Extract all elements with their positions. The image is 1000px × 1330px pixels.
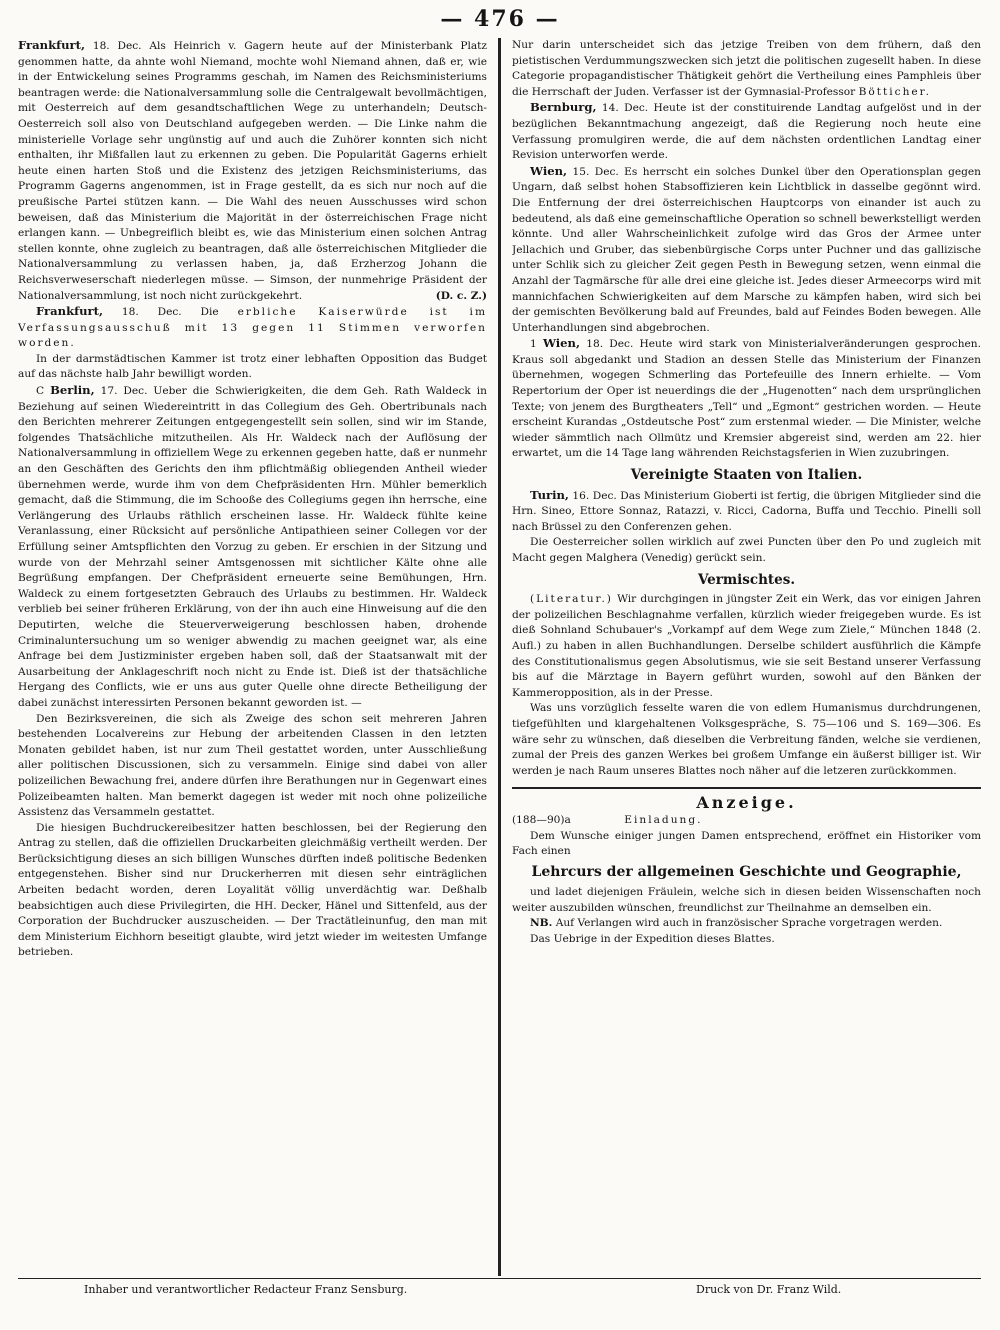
article-frankfurt-2 — [18, 304, 487, 352]
advertisement-course: Lehrcurs der allgemeinen Geschichte und Geographie, — [531, 863, 962, 880]
column-divider — [498, 38, 501, 1276]
advertisement-body: und ladet diejenigen Fräulein, welche sich in diesen beiden Wissenschaften noch weiter auszubilden wünschen, freundlichst zur Theilnahme an demselben ein. — [512, 886, 981, 914]
nb-text: Auf Verlangen wird auch in französischer Sprache vorgetragen werden. — [552, 917, 943, 930]
article-marker: C — [36, 385, 45, 398]
advertisement-nb — [512, 916, 981, 932]
article-text: Nur darin unterscheidet sich das jetzige Treiben von dem frühern, daß den pietistischen Verdummungszwecken sich jetzt die politischen zugesellt haben. In diese Categorie propagandistischer Thätigkeit gehört die Vertheilung eines Pamphleis über die Herrschaft der Juden. Verfasser ist der Gymnasial-Professor — [512, 39, 981, 98]
article-text: 18. Dec. Die — [103, 306, 238, 319]
article-text: 15. Dec. Es herrscht ein solches Dunkel über den Operationsplan gegen Ungarn, daß selbst hohen Stabsoffizieren kein Lichtblick in dasselbe gegönnt wird. Die Entfernung der drei österreichischen Hauptcorps von einander ist auch zu bedeutend, als daß eine gemeinschaftliche Operation so schnell bewerkstelligt werden könnte. Und aller Wahrscheinlichkeit zufolge wird das Gros der Armee unter Jellachich und Gruber, das siebenbürgische Corps unter Puchner und das gallizische unter Schlik sich zu gleicher Zeit gegen Pesth in Bewegung setzen, wenn einmal die Anzahl der Tagmärsche für alle drei eine gleiche ist. Jedes dieser Armeecorps wird mit mannichfachen Schwierigkeiten auf dem Marsche zu kämpfen haben, wird sich bei der gemischten Bevölkerung bald auf Freundes, bald auf Feindes Boden bewegen. Alle Unterhandlungen sind abgebrochen. — [512, 165, 981, 334]
article-buchdrucker: Die hiesigen Buchdruckereibesitzer hatten beschlossen, bei der Regierung den Antrag zu stellen, daß die offiziellen Druckarbeiten gleichmäßig vertheilt werden. Der Berücksichtigung dieses an sich billigen Wunsches dürften indeß politische Bedenken entgegenstehen. Bisher sind nur Druckerherren mit diesen sehr einträglichen Arbeiten bedacht worden, deren Loyalität völlig unverdächtig war. Deßhalb beabsichtigen auch diese Privilegirten, die HH. Decker, Hänel und Sittenfeld, aus der Corporation der Buchdrucker auszuscheiden. — Der Tractätleinunfug, den man mit dem Ministerium Eichhorn beseitigt glaubte, wird jetzt wieder im weitesten Umfange betrieben. — [18, 821, 487, 959]
article-text: 17. Dec. Ueber die Schwierigkeiten, die dem Geh. Rath Waldeck in Beziehung auf seinen Wiedereintritt in das Collegium des Geh. Obertribunals nach den Berichten mehrerer Zeitungen entgegengestellt sein sollen, sind wir im Stande, folgendes Thatsächliche mitzutheilen. Als Hr. Waldeck nach der Auflösung der Nationalversammlung in offiziellem Wege zu erkennen gegeben hatte, daß er nunmehr an den Geschäften des Gerichts den ihm pflichtmäßig obliegenden Antheil wieder übernehmen werde, wurde ihm von dem Chefpräsidenten Hrn. Mühler bemerklich gemacht, daß die Stimmung, die im Schooße des Collegiums gegen ihn herrsche, eine Verlängerung des Urlaubs räthlich erscheinen lasse. Hr. Waldeck fühlte keine Veranlassung, einer Rücksicht auf persönliche Antipathieen seiner Collegen vor der Erfüllung seiner Amtspflichten den Vorzug zu geben. Er erschien in der Sitzung und wurde von der Mehrzahl seiner Amtsgenossen mit sichtlicher Kälte ohne alle Begrüßung empfangen. Der Chefpräsident erneuerte seine Bemühungen, Hrn. Waldeck zu einem fortgesetzten Gebrauch des Urlaubs zu bestimmen. Hr. Waldeck verblieb bei seiner früheren Erklärung, von der ihn auch eine Hinweisung auf die den Deputirten, welche die Steuerverweigerung beschlossen haben, drohende Criminaluntersuchung um so weniger abwendig zu machen geeignet war, als eine Anfrage bei dem Justizminister ergeben haben soll, daß der Staatsanwalt mit der Ausarbeitung der Anklageschrift noch nicht zu Ende ist. Dieß ist der thatsächliche Hergang des Conflicts, wie er uns aus guter Quelle ohne directe Betheiligung der dabei zunächst interessirten Personen bekannt geworden ist. — — [18, 385, 487, 709]
article-frankfurt-1 — [18, 38, 487, 304]
nb-label: NB. — [530, 917, 553, 930]
dateline-place: Berlin, — [50, 383, 95, 398]
article-text: 16. Dec. Das Ministerium Gioberti ist fertig, die übrigen Mitglieder sind die Hrn. Sineo, Ettore Sonnaz, Ratazzi, v. Ricci, Cadorna, Buffa und Tecchio. Pinelli soll nach Brüssel zu den Conferenzen gehen. — [512, 489, 981, 533]
dateline-place: Frankfurt, — [18, 38, 86, 52]
section-rule — [512, 787, 981, 789]
article-wien-1 — [512, 164, 981, 337]
advertisement-intro: Dem Wunsche einiger jungen Damen entsprechend, eröffnet ein Historiker vom Fach einen — [512, 829, 981, 858]
article-literatur — [512, 592, 981, 701]
dateline-place: Bernburg, — [530, 100, 597, 115]
page-number: — 476 — — [440, 6, 560, 32]
article-wien-2 — [512, 336, 981, 462]
article-oesterreicher: Die Oesterreicher sollen wirklich auf zwei Puncten über den Po und zugleich mit Macht gegen Malghera (Venedig) gerückt sein. — [512, 536, 981, 564]
article-bernburg — [512, 100, 981, 163]
article-source: (D. c. Z.) — [435, 289, 487, 302]
right-column — [512, 38, 981, 1278]
section-heading-italien: Vereinigte Staaten von Italien. — [630, 467, 863, 484]
section-heading-vermischtes: Vermischtes. — [697, 571, 796, 588]
article-text: 18. Dec. Heute wird stark von Ministerialveränderungen gesprochen. Kraus soll abgedankt und Stadion an dessen Stelle das Ministerium der Finanzen übernehmen, wogegen Schmerling das Portefeuille des Innern erhielte. — Vom Repertorium der Oper ist neuerdings die der „Hugenotten“ nach dem ursprünglichen Texte; von jenem des Burgtheaters „Tell“ und „Egmont“ gestrichen worden. — Heute erscheint Kurandas „Ostdeutsche Post“ zum erstenmal wieder. — Die Minister, welche wieder sämmtlich nach Ollmütz und Kremsier abgereist sind, werden am 22. hier erwartet, um die 14 Tage lang währenden Reichstagsferien in Wien zuzubringen. — [512, 338, 981, 460]
footer-printer: Druck von Dr. Franz Wild. — [696, 1283, 842, 1296]
article-darmstadt: In der darmstädtischen Kammer ist trotz einer lebhaften Opposition das Budget auf das nächste halb Jahr bewilligt worden. — [18, 352, 487, 381]
author-name: Bötticher. — [858, 85, 931, 98]
article-marker: 1 — [530, 338, 537, 351]
article-bezirksvereine: Den Bezirksvereinen, die sich als Zweige des schon seit mehreren Jahren bestehenden Localvereins zur Hebung der arbeitenden Classen in den letzten Monaten gebildet haben, ist nur zum Theil gestattet worden, unter Ausschließung aller politischen Discussionen, sich zu versammeln. Einige sind dabei von aller polizeilichen Bewachung frei, andere dürfen ihre Berathungen nur in Gegenwart eines Polizeibeamten halten. Man bemerkt dagegen ist weder mit noch ohne polizeiliche Assistenz das Versammeln gestattet. — [18, 712, 487, 819]
article-label: (Literatur.) — [530, 593, 613, 606]
footer-publisher: Inhaber und verantwortlicher Redacteur Franz Sensburg. — [84, 1283, 408, 1296]
dateline-place: Wien, — [530, 163, 568, 178]
article-humanismus: Was uns vorzüglich fesselte waren die von edlem Humanismus durchdrungenen, tiefgefühlten und klargehaltenen Volksgespräche, S. 75—106 und S. 169—306. Es wäre sehr zu wünschen, daß dieselben die Verbreitung fänden, welche sie verdienen, zumal der Preis des ganzen Werkes bei großem Umfange ein äußerst billiger ist. Wir werden je nach Raum unseres Blattes noch näher auf die letzeren zurückkommen. — [512, 702, 981, 777]
article-continuation — [512, 38, 981, 100]
left-column — [18, 38, 487, 1278]
dateline-place: Wien, — [542, 336, 581, 351]
footer-rule — [18, 1278, 981, 1279]
article-text: 18. Dec. Als Heinrich v. Gagern heute auf der Ministerbank Platz genommen hatte, da ahnte wohl Niemand, mochte wohl Niemand ahnen, daß er, wie in der Entwickelung seines Programms geschah, im Namen des Reichsministeriums beantragen werde: die Nationalversammlung solle die Centralgewalt bevollmächtigen, mit Oesterreich auf dem gesandtschaftlichen Wege zu unterhandeln; Deutsch-Oesterreich soll also von Deutschland aufgegeben werden. — Die Linke nahm die ministerielle Vorlage sehr ungünstig auf und auch die Zuhörer konnten sich nicht enthalten, ihr Mißfallen laut zu erkennen zu geben. Die Popularität Gagerns erhielt heute einen harten Stoß und die Existenz des jetzigen Reichsministeriums, das Programm Gagerns angenommen, ist in Frage gestellt, da es sich nur noch auf die preußische Partei stützen kann. — Die Wahl des neuen Ausschusses wird schon beweisen, daß das Ministerium die Majorität in der österreichischen Frage nicht erlangen kann. — Unbegreiflich bleibt es, wie das Ministerium einen solchen Antrag stellen konnte, ohne zugleich zu beantragen, daß alle österreichischen Mitglieder die Nationalversammlung zu verlassen haben, ja, daß Erzherzog Johann die Reichsverweserschaft niederlegen müsse. — Simson, der nunmehrige Präsident der Nationalversammlung, ist noch nicht zurückgekehrt. — [18, 40, 487, 302]
advertisement-rest: Das Uebrige in der Expedition dieses Blattes. — [530, 933, 775, 946]
advertisement-ref: (188—90)a — [512, 813, 571, 826]
advertisement-ref-line — [512, 813, 981, 829]
article-text: 14. Dec. Heute ist der constituirende Landtag aufgelöst und in der bezüglichen Bekanntmachung angezeigt, daß die Regierung noch heute eine Verfassung promulgiren werde, die auf dem nächsten ordentlichen Landtag einer Revision unterworfen werde. — [512, 102, 981, 162]
dateline-place: Turin, — [530, 487, 569, 502]
article-turin — [512, 488, 981, 536]
article-text-spaced: erbliche Kaiserwürde ist im Verfassungsausschuß mit 13 gegen 11 Stimmen verworfen worden. — [18, 306, 487, 350]
article-berlin — [18, 383, 487, 711]
advertisement-einladung: Einladung. — [624, 813, 703, 826]
dateline-place: Frankfurt, — [36, 304, 104, 319]
article-text: Wir durchgingen in jüngster Zeit ein Werk, das vor einigen Jahren der polizeilichen Beschlagnahme verfallen, kürzlich wieder freigegeben wurde. Es ist dieß Sohnland Schubauer's „Vorkampf auf dem Wege zum Ziele,“ München 1848 (2. Aufl.) zu haben in allen Buchhandlungen. Derselbe schildert ausführlich die Kämpfe des Constitutionalismus gegen Absolutismus, wie sie seit Bestand unserer Verfassung bis auf die Märztage in Bayern geführt wurden, sowohl auf den Bänken der Kammeropposition, als in der Presse. — [512, 593, 981, 699]
advertisement-title: Anzeige. — [696, 793, 797, 813]
